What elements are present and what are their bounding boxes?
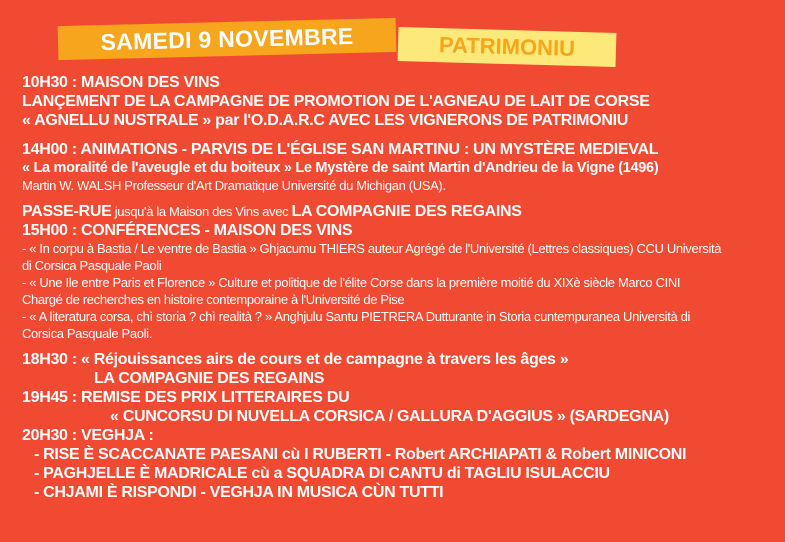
place-title: PATRIMONIU [438, 32, 576, 61]
conference-2: - « Une Ile entre Paris et Florence » Culture et politique de l'élite Corse dans la première moitié du XIXè siècle Marco CINI [22, 275, 681, 290]
event-company: LA COMPAGNIE DES REGAINS [94, 370, 325, 387]
passe-rue-line [22, 202, 777, 221]
event-prix-litteraires [22, 388, 777, 426]
event-time: 15H00 : CONFÉRENCES - MAISON DES VINS [22, 222, 353, 239]
place-banner [398, 27, 617, 67]
event-title: LANÇEMENT DE LA CAMPAGNE DE PROMOTION DE L'AGNEAU DE LAIT DE CORSE [22, 93, 650, 110]
event-time: 18H30 : « Réjouissances airs de cours et de campagne à travers les âges » [22, 351, 569, 368]
conference-2-cont: Chargé de recherches en histoire contemporaine à l'Université de Pise [22, 292, 405, 307]
conference-1: - « In corpu à Bastia / Le ventre de Bastia » Ghjacumu THIERS auteur Agrégé de l'Université (Lettres classiques) CCU Università [22, 241, 722, 256]
event-time: 10H30 : MAISON DES VINS [22, 74, 220, 91]
veghja-item-1: - RISE È SCACCANATE PAESANI cù I RUBERTI - Robert ARCHIAPATI & Robert MINICONI [34, 446, 687, 463]
passe-rue-text: jusqu'à la Maison des Vins avec [111, 204, 292, 219]
veghja-item-3: - CHJAMI È RISPONDI - VEGHJA IN MUSICA CÙN TUTTI [34, 484, 444, 501]
veghja-item-2: - PAGHJELLE È MADRICALE cù a SQUADRA DI CANTU di TAGLIU ISULACCIU [34, 465, 610, 482]
event-maison-des-vins [22, 73, 777, 130]
event-conferences [22, 202, 777, 342]
date-banner [58, 18, 397, 60]
event-title: « CUNCORSU DI NUVELLA CORSICA / GALLURA D'AGGIUS » (SARDEGNA) [110, 408, 669, 425]
event-time: 19H45 : REMISE DES PRIX LITTERAIRES DU [22, 389, 350, 406]
event-animations [22, 140, 777, 194]
date-title: SAMEDI 9 NOVEMBRE [100, 22, 354, 56]
conference-3-cont: Corsica Pasquale Paoli. [22, 326, 152, 341]
conference-1-cont: di Corsica Pasquale Paoli [22, 258, 162, 273]
passe-rue-company: LA COMPAGNIE DES REGAINS [291, 203, 522, 220]
conference-3: - « A literatura corsa, chì storia ? chì realità ? » Anghjulu Santu PIETRERA Dutturante in Storia cuntempuranea Università di [22, 309, 691, 324]
event-time: 20H30 : VEGHJA : [22, 427, 154, 444]
event-rejouissances [22, 350, 777, 388]
event-subtitle: « AGNELLU NUSTRALE » par l'O.D.A.R.C AVEC LES VIGNERONS DE PATRIMONIU [22, 112, 628, 129]
passe-rue-label: PASSE-RUE [22, 203, 112, 220]
event-title: « La moralité de l'aveugle et du boiteux » Le Mystère de saint Martin d'Andrieu de la Vigne (1496) [22, 160, 659, 176]
event-veghja [22, 426, 777, 502]
event-speaker: Martin W. WALSH Professeur d'Art Dramatique Université du Michigan (USA). [22, 178, 446, 193]
program [22, 73, 777, 502]
event-time: 14H00 : ANIMATIONS - PARVIS DE L'ÉGLISE SAN MARTINU : UN MYSTÈRE MEDIEVAL [22, 141, 659, 158]
